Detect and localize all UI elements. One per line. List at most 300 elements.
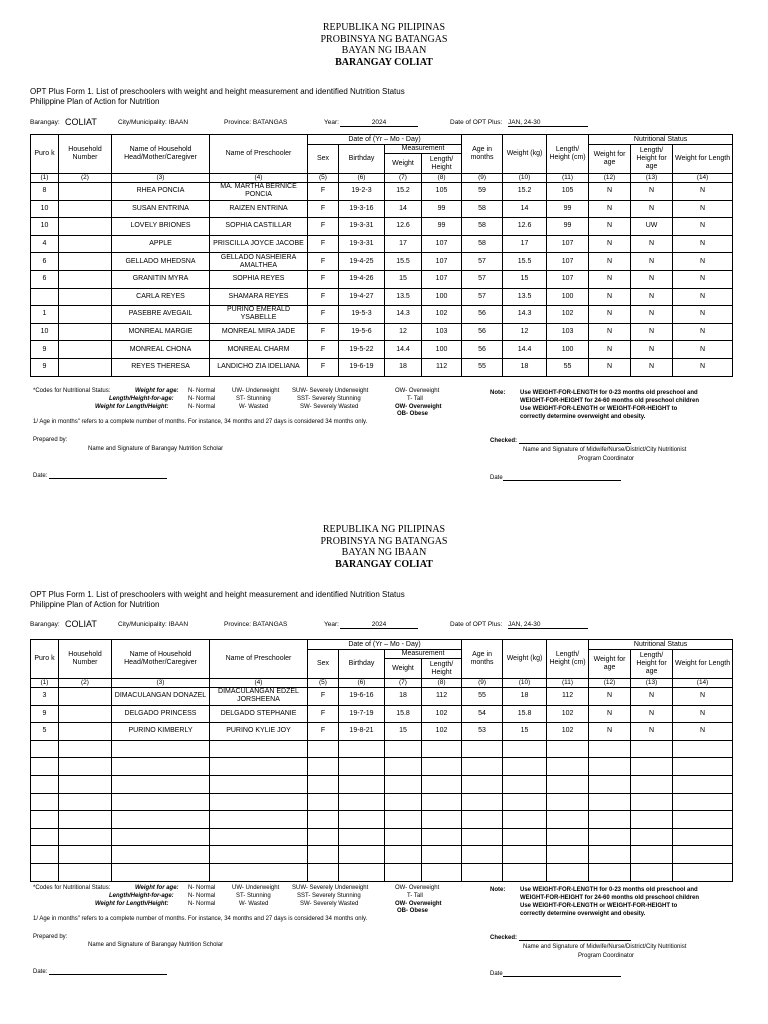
cell-birthday: 19-4-26 bbox=[339, 270, 385, 288]
cell-age: 56 bbox=[462, 341, 503, 359]
form-title bbox=[30, 87, 405, 107]
cell-birthday: 19-7-19 bbox=[339, 705, 385, 723]
cell-weight-kg bbox=[503, 775, 547, 793]
cell-wfa bbox=[589, 775, 631, 793]
cell-wfa: N bbox=[589, 688, 631, 706]
table-row bbox=[31, 688, 733, 706]
cell-wfa: N bbox=[589, 306, 631, 324]
cell-wfa: N bbox=[589, 218, 631, 236]
cell-wfa: N bbox=[589, 235, 631, 253]
cell-lfa: N bbox=[631, 705, 673, 723]
cell-wfa: N bbox=[589, 183, 631, 201]
barangay-label: Barangay: bbox=[30, 621, 60, 628]
cell-length-cm: 105 bbox=[547, 183, 589, 201]
prepared-label: Prepared by: bbox=[33, 437, 68, 443]
column-number: (14) bbox=[673, 174, 733, 183]
codes-lfa-normal: N- Normal bbox=[188, 396, 216, 402]
cell-head bbox=[112, 775, 210, 793]
column-number: (1) bbox=[31, 679, 59, 688]
cell-birthday: 19-6-16 bbox=[339, 688, 385, 706]
col-purok: Puro k bbox=[31, 640, 59, 679]
cell-length bbox=[422, 811, 462, 829]
cell-weight-kg: 13.5 bbox=[503, 288, 547, 306]
col-head: Name of Household Head/Mother/Caregiver bbox=[112, 640, 210, 679]
column-number: (13) bbox=[631, 679, 673, 688]
column-number: (5) bbox=[308, 174, 339, 183]
cell-household bbox=[59, 235, 112, 253]
column-number: (2) bbox=[59, 174, 112, 183]
codes-ow: OW- Overweight bbox=[395, 388, 440, 394]
cell-age: 57 bbox=[462, 253, 503, 271]
cell-purok: 10 bbox=[31, 323, 59, 341]
cell-age bbox=[462, 793, 503, 811]
prepared-label: Prepared by: bbox=[33, 934, 68, 940]
cell-sex: F bbox=[308, 288, 339, 306]
cell-sex: F bbox=[308, 688, 339, 706]
table-row bbox=[31, 758, 733, 776]
cell-weight bbox=[385, 793, 422, 811]
table-row bbox=[31, 828, 733, 846]
cell-birthday: 19-4-25 bbox=[339, 253, 385, 271]
cell-wfa: N bbox=[589, 288, 631, 306]
col-sex: Sex bbox=[308, 145, 339, 174]
cell-head bbox=[112, 740, 210, 758]
col-nutritional-status: Nutritional Status bbox=[589, 135, 733, 145]
preschooler-table bbox=[30, 639, 733, 882]
city-label: City/Municipality: IBAAN bbox=[118, 621, 189, 628]
cell-weight: 13.5 bbox=[385, 288, 422, 306]
cell-household bbox=[59, 723, 112, 741]
cell-wfl bbox=[673, 758, 733, 776]
cell-age: 53 bbox=[462, 723, 503, 741]
col-purok: Puro k bbox=[31, 135, 59, 174]
codes-lfa-normal: N- Normal bbox=[188, 893, 216, 899]
cell-purok bbox=[31, 758, 59, 776]
cell-length: 99 bbox=[422, 200, 462, 218]
cell-wfa: N bbox=[589, 705, 631, 723]
cell-household bbox=[59, 740, 112, 758]
cell-lfa: N bbox=[631, 723, 673, 741]
cell-household bbox=[59, 253, 112, 271]
cell-purok: 4 bbox=[31, 235, 59, 253]
cell-lfa bbox=[631, 863, 673, 881]
cell-household bbox=[59, 688, 112, 706]
note-line3: Use WEIGHT-FOR-LENGTH or WEIGHT-FOR-HEIGHT to bbox=[520, 903, 678, 909]
cell-household bbox=[59, 288, 112, 306]
date-right-area bbox=[490, 970, 621, 977]
col-meas-weight: Weight bbox=[385, 659, 422, 679]
cell-purok bbox=[31, 288, 59, 306]
cell-birthday: 19-5-3 bbox=[339, 306, 385, 324]
note-line3: Use WEIGHT-FOR-LENGTH or WEIGHT-FOR-HEIGHT to bbox=[520, 406, 678, 412]
cell-wfa bbox=[589, 846, 631, 864]
cell-length: 100 bbox=[422, 341, 462, 359]
cell-sex: F bbox=[308, 200, 339, 218]
cell-wfl bbox=[673, 740, 733, 758]
cell-head: DIMACULANGAN DONAZEL bbox=[112, 688, 210, 706]
col-measurement: Measurement bbox=[385, 145, 462, 154]
cell-wfa bbox=[589, 863, 631, 881]
codes-st: ST- Stunning bbox=[236, 893, 271, 899]
col-nutritional-status: Nutritional Status bbox=[589, 640, 733, 650]
cell-purok bbox=[31, 775, 59, 793]
col-birthday: Birthday bbox=[339, 650, 385, 679]
cell-length: 112 bbox=[422, 358, 462, 376]
cell-preschooler: PRISCILLA JOYCE JACOBE bbox=[210, 235, 308, 253]
checked-label: Checked: bbox=[490, 438, 518, 444]
cell-age bbox=[462, 828, 503, 846]
cell-preschooler: LANDICHO ZIA IDELIANA bbox=[210, 358, 308, 376]
table-row bbox=[31, 775, 733, 793]
cell-preschooler: PURINO KYLIE JOY bbox=[210, 723, 308, 741]
cell-wfl bbox=[673, 793, 733, 811]
cell-sex bbox=[308, 775, 339, 793]
cell-preschooler: MONREAL CHARM bbox=[210, 341, 308, 359]
cell-weight bbox=[385, 846, 422, 864]
table-row bbox=[31, 846, 733, 864]
column-number: (3) bbox=[112, 679, 210, 688]
cell-household bbox=[59, 306, 112, 324]
cell-preschooler bbox=[210, 758, 308, 776]
cell-weight: 14.3 bbox=[385, 306, 422, 324]
cell-household bbox=[59, 863, 112, 881]
cell-lfa: N bbox=[631, 270, 673, 288]
cell-length-cm: 112 bbox=[547, 688, 589, 706]
column-number: (2) bbox=[59, 679, 112, 688]
cell-household bbox=[59, 341, 112, 359]
cell-preschooler: SOPHIA CASTILLAR bbox=[210, 218, 308, 236]
cell-length-cm: 99 bbox=[547, 218, 589, 236]
cell-age bbox=[462, 863, 503, 881]
cell-birthday: 19-4-27 bbox=[339, 288, 385, 306]
col-date-group: Date of (Yr – Mo - Day) bbox=[308, 640, 462, 650]
note-line4: correctly determine overweight and obesity. bbox=[520, 414, 646, 420]
column-number: (11) bbox=[547, 679, 589, 688]
cell-lfa: N bbox=[631, 341, 673, 359]
cell-preschooler: SHAMARA REYES bbox=[210, 288, 308, 306]
cell-household bbox=[59, 218, 112, 236]
cell-lfa bbox=[631, 775, 673, 793]
col-lfa: Length/ Height for age bbox=[631, 145, 673, 174]
cell-birthday bbox=[339, 793, 385, 811]
form-page-2 bbox=[0, 502, 768, 1007]
cell-wfl: N bbox=[673, 341, 733, 359]
province-label: Province: BATANGAS bbox=[224, 621, 288, 628]
column-number: (7) bbox=[385, 174, 422, 183]
header-republic: REPUBLIKA NG PILIPINAS bbox=[322, 22, 446, 33]
cell-sex: F bbox=[308, 341, 339, 359]
cell-length-cm: 102 bbox=[547, 306, 589, 324]
table-row bbox=[31, 740, 733, 758]
cell-purok bbox=[31, 846, 59, 864]
cell-birthday: 19-6-19 bbox=[339, 358, 385, 376]
cell-sex: F bbox=[308, 358, 339, 376]
opt-date-value: JAN, 24-30 bbox=[508, 119, 541, 126]
cell-age: 57 bbox=[462, 270, 503, 288]
cell-head: DELGADO PRINCESS bbox=[112, 705, 210, 723]
cell-purok: 5 bbox=[31, 723, 59, 741]
col-household: Household Number bbox=[59, 640, 112, 679]
note-line4: correctly determine overweight and obesity. bbox=[520, 911, 646, 917]
header-province: PROBINSYA NG BATANGAS bbox=[320, 33, 448, 45]
cell-head: SUSAN ENTRINA bbox=[112, 200, 210, 218]
year-label: Year: bbox=[324, 119, 339, 126]
cell-weight: 15.5 bbox=[385, 253, 422, 271]
col-preschooler: Name of Preschooler bbox=[210, 135, 308, 174]
column-number: (7) bbox=[385, 679, 422, 688]
cell-sex: F bbox=[308, 183, 339, 201]
cell-head: MONREAL CHONA bbox=[112, 341, 210, 359]
cell-length bbox=[422, 740, 462, 758]
cell-head bbox=[112, 846, 210, 864]
cell-birthday bbox=[339, 811, 385, 829]
cell-birthday: 19-3-31 bbox=[339, 235, 385, 253]
codes-sst: SST- Severely Stunning bbox=[297, 893, 361, 899]
cell-length bbox=[422, 863, 462, 881]
cell-age: 56 bbox=[462, 323, 503, 341]
table-row bbox=[31, 793, 733, 811]
table-row bbox=[31, 705, 733, 723]
table-row bbox=[31, 183, 733, 201]
cell-weight-kg: 12.6 bbox=[503, 218, 547, 236]
cell-household bbox=[59, 775, 112, 793]
cell-head: PASEBRE AVEGAIL bbox=[112, 306, 210, 324]
cell-length-cm bbox=[547, 775, 589, 793]
cell-lfa: N bbox=[631, 288, 673, 306]
checked-area bbox=[490, 934, 631, 941]
cell-sex bbox=[308, 863, 339, 881]
cell-sex: F bbox=[308, 723, 339, 741]
cell-lfa: N bbox=[631, 688, 673, 706]
cell-head bbox=[112, 811, 210, 829]
cell-length-cm bbox=[547, 758, 589, 776]
cell-wfl: N bbox=[673, 358, 733, 376]
cell-age: 58 bbox=[462, 235, 503, 253]
cell-weight-kg bbox=[503, 811, 547, 829]
cell-preschooler bbox=[210, 811, 308, 829]
column-number: (10) bbox=[503, 174, 547, 183]
cell-weight: 14 bbox=[385, 200, 422, 218]
form-title-line1: OPT Plus Form 1. List of preschoolers with weight and height measurement and identified Nutrition Status bbox=[30, 590, 405, 599]
cell-length: 99 bbox=[422, 218, 462, 236]
date-right-label: Date bbox=[490, 475, 503, 481]
codes-lfa-label: Length/Height-for-age: bbox=[109, 893, 174, 899]
cell-household bbox=[59, 270, 112, 288]
cell-preschooler: PURINO EMERALD YSABELLE bbox=[210, 306, 308, 324]
cell-head: RHEA PONCIA bbox=[112, 183, 210, 201]
cell-purok: 3 bbox=[31, 688, 59, 706]
cell-length: 102 bbox=[422, 306, 462, 324]
cell-household bbox=[59, 793, 112, 811]
cell-birthday: 19-5-22 bbox=[339, 341, 385, 359]
col-head: Name of Household Head/Mother/Caregiver bbox=[112, 135, 210, 174]
cell-purok: 1 bbox=[31, 306, 59, 324]
date-right-label: Date bbox=[490, 971, 503, 977]
cell-sex bbox=[308, 846, 339, 864]
col-wfa: Weight for age bbox=[589, 145, 631, 174]
cell-wfl: N bbox=[673, 183, 733, 201]
cell-wfl bbox=[673, 811, 733, 829]
cell-length-cm: 107 bbox=[547, 253, 589, 271]
cell-birthday: 19-2-3 bbox=[339, 183, 385, 201]
cell-sex bbox=[308, 793, 339, 811]
cell-wfl: N bbox=[673, 235, 733, 253]
cell-purok bbox=[31, 863, 59, 881]
cell-length: 100 bbox=[422, 288, 462, 306]
cell-household bbox=[59, 846, 112, 864]
col-lfa: Length/ Height for age bbox=[631, 650, 673, 679]
header-barangay: BARANGAY COLIAT bbox=[335, 558, 433, 570]
cell-lfa bbox=[631, 828, 673, 846]
col-wfl: Weight for Length bbox=[673, 650, 733, 679]
cell-wfl: N bbox=[673, 323, 733, 341]
cell-sex: F bbox=[308, 218, 339, 236]
form-title-line1: OPT Plus Form 1. List of preschoolers with weight and height measurement and identified Nutrition Status bbox=[30, 87, 405, 96]
cell-age bbox=[462, 775, 503, 793]
cell-length-cm bbox=[547, 828, 589, 846]
codes-wfl-normal: N- Normal bbox=[188, 901, 216, 907]
form-title bbox=[30, 590, 405, 610]
cell-head bbox=[112, 758, 210, 776]
cell-purok: 10 bbox=[31, 200, 59, 218]
codes-sw: SW- Severely Wasted bbox=[300, 901, 359, 907]
cell-wfa: N bbox=[589, 253, 631, 271]
codes-ow2: OW- Overweight bbox=[395, 901, 442, 907]
cell-length bbox=[422, 828, 462, 846]
cell-weight bbox=[385, 811, 422, 829]
cell-length-cm bbox=[547, 811, 589, 829]
cell-sex bbox=[308, 811, 339, 829]
cell-weight: 18 bbox=[385, 688, 422, 706]
date-left-area bbox=[33, 472, 167, 479]
cell-length-cm: 107 bbox=[547, 270, 589, 288]
opt-date-value: JAN, 24-30 bbox=[508, 621, 541, 628]
column-number: (13) bbox=[631, 174, 673, 183]
column-number: (12) bbox=[589, 679, 631, 688]
header-barangay: BARANGAY COLIAT bbox=[335, 56, 433, 68]
cell-preschooler: MONREAL MIRA JADE bbox=[210, 323, 308, 341]
cell-head bbox=[112, 863, 210, 881]
cell-lfa: N bbox=[631, 183, 673, 201]
cell-wfa: N bbox=[589, 323, 631, 341]
cell-lfa: UW bbox=[631, 218, 673, 236]
cell-weight-kg: 15 bbox=[503, 723, 547, 741]
column-number: (9) bbox=[462, 174, 503, 183]
cell-purok: 9 bbox=[31, 705, 59, 723]
cell-weight: 15.8 bbox=[385, 705, 422, 723]
barangay-value: COLIAT bbox=[65, 619, 97, 629]
cell-lfa: N bbox=[631, 323, 673, 341]
date-left-area bbox=[33, 968, 167, 975]
age-note: 1/ Age in months" refers to a complete number of months. For instance, 34 months and 27 days is considered 34 months only. bbox=[33, 419, 368, 425]
cell-household bbox=[59, 705, 112, 723]
city-label: City/Municipality: IBAAN bbox=[118, 119, 189, 126]
cell-weight: 15.2 bbox=[385, 183, 422, 201]
table-row bbox=[31, 235, 733, 253]
cell-wfl bbox=[673, 863, 733, 881]
cell-weight-kg: 15.2 bbox=[503, 183, 547, 201]
cell-wfa bbox=[589, 740, 631, 758]
cell-head: GELLADO MHEDSNA bbox=[112, 253, 210, 271]
col-meas-length: Length/ Height bbox=[422, 154, 462, 174]
cell-birthday: 19-8-21 bbox=[339, 723, 385, 741]
col-date-group: Date of (Yr – Mo - Day) bbox=[308, 135, 462, 145]
table-row bbox=[31, 253, 733, 271]
prepared-caption: Name and Signature of Barangay Nutrition Scholar bbox=[88, 446, 224, 452]
table-row bbox=[31, 358, 733, 376]
cell-purok: 6 bbox=[31, 253, 59, 271]
cell-purok: 10 bbox=[31, 218, 59, 236]
cell-lfa: N bbox=[631, 253, 673, 271]
cell-wfa bbox=[589, 828, 631, 846]
column-number: (8) bbox=[422, 679, 462, 688]
cell-sex: F bbox=[308, 323, 339, 341]
cell-preschooler bbox=[210, 740, 308, 758]
cell-wfa: N bbox=[589, 341, 631, 359]
cell-birthday bbox=[339, 758, 385, 776]
cell-household bbox=[59, 358, 112, 376]
document-header bbox=[0, 524, 768, 570]
cell-weight-kg: 14.3 bbox=[503, 306, 547, 324]
cell-weight-kg bbox=[503, 846, 547, 864]
cell-weight-kg: 15.8 bbox=[503, 705, 547, 723]
cell-birthday bbox=[339, 863, 385, 881]
column-number: (14) bbox=[673, 679, 733, 688]
codes-ob: OB- Obese bbox=[397, 908, 429, 914]
checked-label: Checked: bbox=[490, 935, 518, 941]
cell-purok: 9 bbox=[31, 358, 59, 376]
table-row bbox=[31, 270, 733, 288]
cell-wfl: N bbox=[673, 253, 733, 271]
cell-length: 102 bbox=[422, 705, 462, 723]
cell-weight-kg: 15 bbox=[503, 270, 547, 288]
cell-age: 58 bbox=[462, 218, 503, 236]
cell-household bbox=[59, 183, 112, 201]
cell-sex: F bbox=[308, 253, 339, 271]
cell-length: 107 bbox=[422, 253, 462, 271]
cell-weight-kg: 12 bbox=[503, 323, 547, 341]
cell-wfl bbox=[673, 775, 733, 793]
cell-head: REYES THERESA bbox=[112, 358, 210, 376]
codes-sst: SST- Severely Stunning bbox=[297, 396, 361, 402]
codes-wfl-label: Weight for Length/Height: bbox=[95, 404, 169, 410]
cell-weight bbox=[385, 740, 422, 758]
cell-weight-kg: 14 bbox=[503, 200, 547, 218]
column-number: (12) bbox=[589, 174, 631, 183]
checked-caption-1: Name and Signature of Midwife/Nurse/District/City Nutritionist bbox=[523, 944, 687, 950]
codes-sw: SW- Severely Wasted bbox=[300, 404, 359, 410]
cell-weight-kg bbox=[503, 828, 547, 846]
cell-household bbox=[59, 323, 112, 341]
cell-weight-kg: 18 bbox=[503, 358, 547, 376]
cell-weight: 17 bbox=[385, 235, 422, 253]
table-row bbox=[31, 863, 733, 881]
cell-weight: 12 bbox=[385, 323, 422, 341]
table-row bbox=[31, 200, 733, 218]
col-household: Household Number bbox=[59, 135, 112, 174]
form-title-line2: Philippine Plan of Action for Nutrition bbox=[30, 97, 160, 106]
cell-weight: 18 bbox=[385, 358, 422, 376]
cell-length-cm bbox=[547, 793, 589, 811]
codes-suw: SUW- Severely Underweight bbox=[292, 388, 369, 394]
cell-length bbox=[422, 775, 462, 793]
codes-wasted: W- Wasted bbox=[239, 404, 269, 410]
cell-length-cm: 100 bbox=[547, 341, 589, 359]
cell-wfl: N bbox=[673, 218, 733, 236]
cell-age: 56 bbox=[462, 306, 503, 324]
cell-preschooler bbox=[210, 863, 308, 881]
codes-wfl-label: Weight for Length/Height: bbox=[95, 901, 169, 907]
